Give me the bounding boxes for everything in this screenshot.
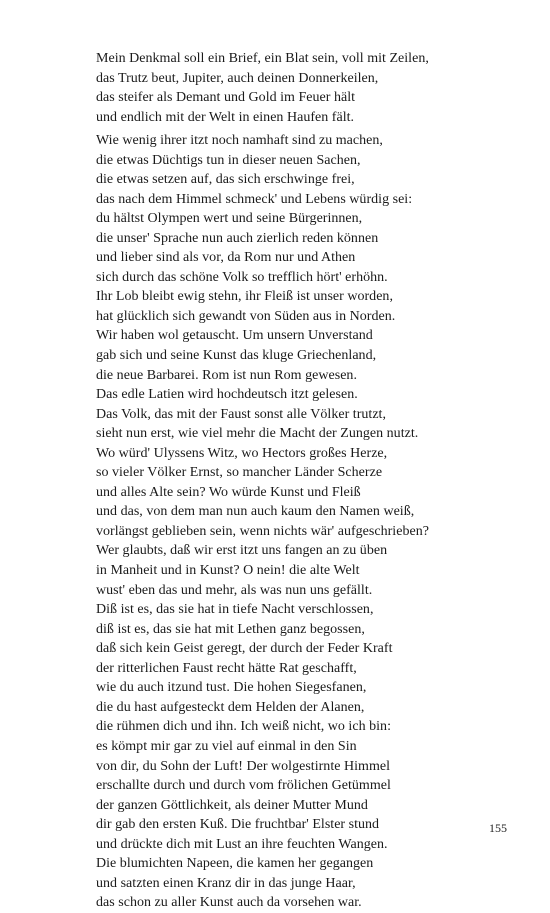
poem-line: Wie wenig ihrer itzt noch namhaft sind zu machen, (96, 133, 383, 148)
poem-line: und lieber sind als vor, da Rom nur und Athen (96, 250, 356, 266)
poem-line: und alles Alte sein? Wo würde Kunst und Fleiß (96, 484, 361, 500)
poem-line: die rühmen dich und ihn. Ich weiß nicht, wo ich bin: (96, 719, 391, 735)
poem-line: die unser' Sprache nun auch zierlich reden können (96, 230, 379, 246)
poem-line: und satzten einen Kranz dir in das junge Haar, (96, 875, 356, 891)
poem-line: von dir, du Sohn der Luft! Der wolgestirnte Himmel (96, 758, 390, 774)
poem-line: das steifer als Demant und Gold im Feuer hält (96, 90, 356, 106)
poem-line: Diß ist es, das sie hat in tiefe Nacht verschlossen, (96, 602, 374, 618)
poem-line: du hältst Olympen wert und seine Bürgerinnen, (96, 211, 363, 227)
poem-line: das schon zu aller Kunst auch da vorsehen war. (96, 895, 362, 911)
poem-line: sieht nun erst, wie viel mehr die Macht der Zungen nutzt. (96, 426, 419, 442)
poem-line: Das Volk, das mit der Faust sonst alle Völker trutzt, (96, 406, 386, 422)
poem-line: Mein Denkmal soll ein Brief, ein Blat sein, voll mit Zeilen, (96, 51, 429, 66)
poem-line: diß ist es, das sie hat mit Lethen ganz begossen, (96, 621, 365, 637)
poem-line: und drückte dich mit Lust an ihre feuchten Wangen. (96, 836, 388, 852)
poem-line: das nach dem Himmel schmeck' und Lebens würdig sei: (96, 191, 413, 207)
stanza-2 (96, 131, 516, 913)
page-number: 155 (489, 821, 507, 835)
poem-line: erschallte durch und durch vom frölichen Getümmel (96, 778, 391, 794)
poem-line: Wir haben wol getauscht. Um unsern Unverstand (96, 328, 373, 344)
stanza-1 (96, 49, 516, 127)
poem-line: Wo würd' Ulyssens Witz, wo Hectors großes Herze, (96, 445, 388, 461)
poem-line: die du hast aufgesteckt dem Helden der Alanen, (96, 699, 365, 715)
poem-line: Wer glaubts, daß wir erst itzt uns fangen an zu üben (96, 543, 388, 559)
poem-line: die neue Barbarei. Rom ist nun Rom gewesen. (96, 367, 357, 383)
poem-line: wust' eben das und mehr, als was nun uns gefällt. (96, 582, 373, 598)
poem-line: Das edle Latien wird hochdeutsch itzt gelesen. (96, 387, 358, 403)
poem-line: Die blumichten Napeen, die kamen her gegangen (96, 856, 374, 872)
poem-line: wie du auch itzund tust. Die hohen Siegesfanen, (96, 680, 367, 696)
poem-line: Ihr Lob bleibt ewig stehn, ihr Fleiß ist unser worden, (96, 289, 393, 305)
poem-line: in Manheit und in Kunst? O nein! die alte Welt (96, 563, 360, 579)
poem-line: vorlängst geblieben sein, wenn nichts wär' aufgeschrieben? (96, 523, 429, 539)
poem-line: die etwas Düchtigs tun in dieser neuen Sachen, (96, 152, 361, 168)
poem-line: das Trutz beut, Jupiter, auch deinen Donnerkeilen, (96, 70, 379, 86)
poem-line: der ritterlichen Faust recht hätte Rat geschafft, (96, 660, 357, 676)
poem-line: sich durch das schöne Volk so trefflich hört' erhöhn. (96, 269, 388, 285)
poem-line: hat glücklich sich gewandt von Süden aus in Norden. (96, 308, 396, 324)
poem-line: und endlich mit der Welt in einen Haufen fält. (96, 109, 355, 125)
poem-line: dir gab den ersten Kuß. Die fruchtbar' Elster stund (96, 817, 380, 833)
poem-line: der ganzen Göttlichkeit, als deiner Mutter Mund (96, 797, 368, 813)
poem-line: daß sich kein Geist geregt, der durch der Feder Kraft (96, 641, 393, 657)
poem-line: gab sich und seine Kunst das kluge Griechenland, (96, 348, 377, 364)
poem-line: die etwas setzen auf, das sich erschwinge frei, (96, 172, 355, 188)
poem-line: und das, von dem man nun auch kaum den Namen weiß, (96, 504, 415, 520)
poem-line: es kömpt mir gar zu viel auf einmal in den Sin (96, 738, 357, 754)
poem-line: so vieler Völker Ernst, so mancher Länder Scherze (96, 465, 383, 481)
